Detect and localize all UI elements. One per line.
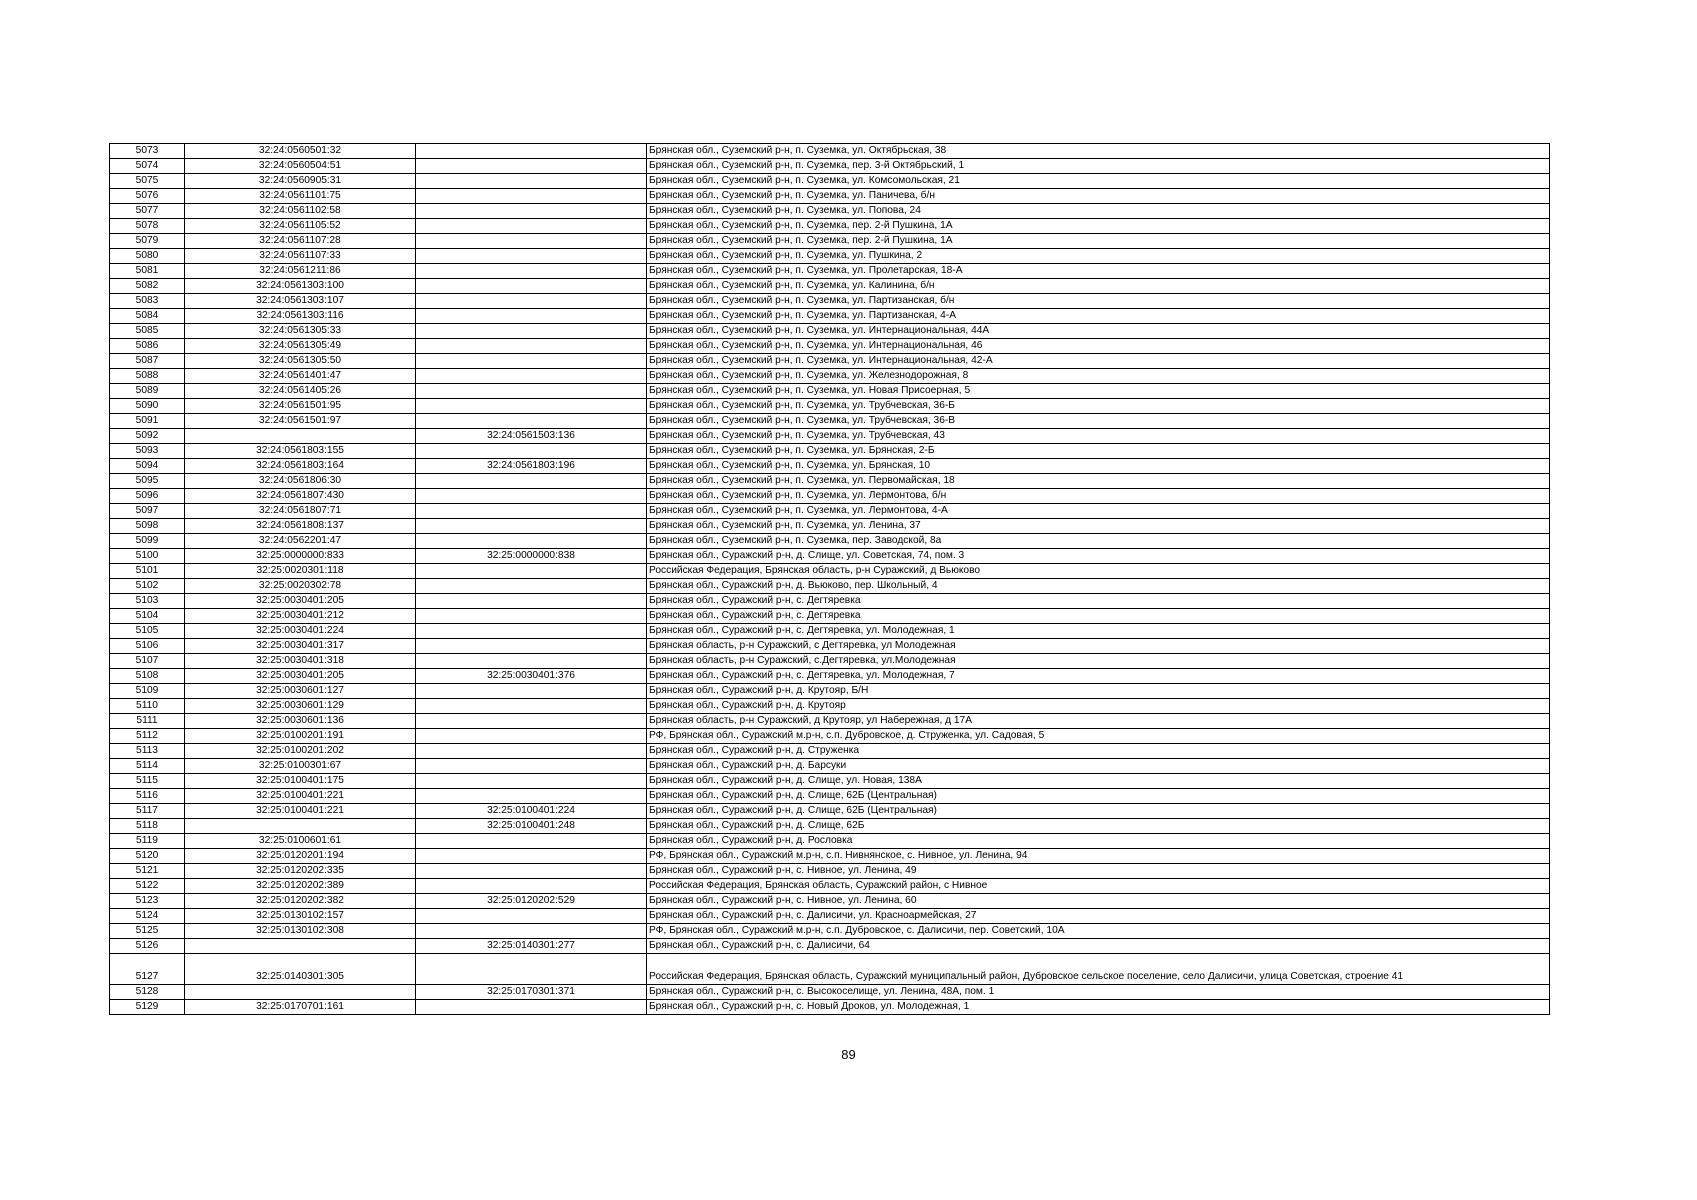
address-cell: Брянская обл., Суземский р-н, п. Суземка, ул. Партизанская, 4-А xyxy=(647,309,1550,324)
cadastral-number-cell: 32:25:0120202:389 xyxy=(185,879,416,894)
row-number-cell: 5099 xyxy=(110,534,185,549)
cadastral-number-cell: 32:25:0030601:129 xyxy=(185,699,416,714)
address-cell: Брянская обл., Суражский р-н, д. Слище, 62Б (Центральная) xyxy=(647,789,1550,804)
table-row xyxy=(110,639,1550,654)
address-cell: Российская Федерация, Брянская область, Суражский муниципальный район, Дубровское сельское поселение, село Далисичи, улица Советская, строение 41 xyxy=(647,954,1550,985)
related-cadastral-number-cell xyxy=(416,369,647,384)
row-number-cell: 5076 xyxy=(110,189,185,204)
related-cadastral-number-cell xyxy=(416,744,647,759)
table-row xyxy=(110,174,1550,189)
related-cadastral-number-cell xyxy=(416,624,647,639)
cadastral-number-cell: 32:24:0561808:137 xyxy=(185,519,416,534)
row-number-cell: 5087 xyxy=(110,354,185,369)
address-cell: Брянская обл., Суражский р-н, с. Дегтяревка, ул. Молодежная, 1 xyxy=(647,624,1550,639)
table-row xyxy=(110,774,1550,789)
related-cadastral-number-cell xyxy=(416,714,647,729)
row-number-cell: 5093 xyxy=(110,444,185,459)
related-cadastral-number-cell xyxy=(416,249,647,264)
row-number-cell: 5103 xyxy=(110,594,185,609)
row-number-cell: 5089 xyxy=(110,384,185,399)
row-number-cell: 5114 xyxy=(110,759,185,774)
related-cadastral-number-cell: 32:25:0030401:376 xyxy=(416,669,647,684)
row-number-cell: 5104 xyxy=(110,609,185,624)
table-row xyxy=(110,789,1550,804)
related-cadastral-number-cell xyxy=(416,384,647,399)
related-cadastral-number-cell xyxy=(416,654,647,669)
address-cell: Брянская обл., Суражский р-н, с. Высокоселище, ул. Ленина, 48А, пом. 1 xyxy=(647,985,1550,1000)
cadastral-number-cell: 32:25:0030601:136 xyxy=(185,714,416,729)
address-cell: Брянская обл., Суземский р-н, п. Суземка, ул. Пушкина, 2 xyxy=(647,249,1550,264)
address-cell: Брянская обл., Суражский р-н, с. Дегтяревка xyxy=(647,609,1550,624)
table-row xyxy=(110,894,1550,909)
table-row xyxy=(110,489,1550,504)
cadastral-number-cell: 32:24:0561305:49 xyxy=(185,339,416,354)
table-row xyxy=(110,909,1550,924)
related-cadastral-number-cell: 32:25:0000000:838 xyxy=(416,549,647,564)
row-number-cell: 5108 xyxy=(110,669,185,684)
table-row xyxy=(110,699,1550,714)
cadastral-number-cell: 32:25:0130102:157 xyxy=(185,909,416,924)
row-number-cell: 5106 xyxy=(110,639,185,654)
table-row xyxy=(110,654,1550,669)
cadastral-number-cell: 32:25:0030401:224 xyxy=(185,624,416,639)
row-number-cell: 5119 xyxy=(110,834,185,849)
related-cadastral-number-cell: 32:24:0561803:196 xyxy=(416,459,647,474)
related-cadastral-number-cell xyxy=(416,474,647,489)
related-cadastral-number-cell xyxy=(416,444,647,459)
table-row xyxy=(110,399,1550,414)
row-number-cell: 5090 xyxy=(110,399,185,414)
address-cell: Брянская обл., Суземский р-н, п. Суземка, ул. Интернациональная, 42-А xyxy=(647,354,1550,369)
table-row xyxy=(110,459,1550,474)
address-cell: Брянская обл., Суражский р-н, д. Слище, ул. Советская, 74, пом. 3 xyxy=(647,549,1550,564)
table-row xyxy=(110,759,1550,774)
related-cadastral-number-cell xyxy=(416,684,647,699)
related-cadastral-number-cell xyxy=(416,414,647,429)
cadastral-number-cell: 32:24:0561303:100 xyxy=(185,279,416,294)
cadastral-number-cell xyxy=(185,985,416,1000)
row-number-cell: 5085 xyxy=(110,324,185,339)
table-row xyxy=(110,519,1550,534)
address-cell: Брянская обл., Суражский р-н, д. Рословка xyxy=(647,834,1550,849)
address-cell: Брянская обл., Суземский р-н, п. Суземка, ул. Интернациональная, 44А xyxy=(647,324,1550,339)
address-cell: Брянская обл., Суземский р-н, п. Суземка, ул. Трубчевская, 36-Б xyxy=(647,399,1550,414)
cadastral-number-cell: 32:24:0561405:26 xyxy=(185,384,416,399)
address-cell: Брянская обл., Суземский р-н, п. Суземка, ул. Паничева, б/н xyxy=(647,189,1550,204)
address-cell: Брянская обл., Суземский р-н, п. Суземка, пер. 3-й Октябрьский, 1 xyxy=(647,159,1550,174)
address-cell: Брянская обл., Суземский р-н, п. Суземка, ул. Калинина, б/н xyxy=(647,279,1550,294)
cadastral-number-cell: 32:24:0561806:30 xyxy=(185,474,416,489)
row-number-cell: 5079 xyxy=(110,234,185,249)
table-row xyxy=(110,189,1550,204)
table-row xyxy=(110,504,1550,519)
table-row xyxy=(110,834,1550,849)
related-cadastral-number-cell xyxy=(416,879,647,894)
row-number-cell: 5120 xyxy=(110,849,185,864)
cadastral-number-cell: 32:24:0561211:86 xyxy=(185,264,416,279)
address-cell: Брянская обл., Суземский р-н, п. Суземка, ул. Пролетарская, 18-А xyxy=(647,264,1550,279)
cadastral-number-cell: 32:25:0030401:212 xyxy=(185,609,416,624)
related-cadastral-number-cell xyxy=(416,579,647,594)
related-cadastral-number-cell xyxy=(416,954,647,985)
page-number: 89 xyxy=(841,1047,856,1062)
related-cadastral-number-cell xyxy=(416,174,647,189)
related-cadastral-number-cell xyxy=(416,534,647,549)
row-number-cell: 5129 xyxy=(110,1000,185,1015)
address-cell: Брянская обл., Суземский р-н, п. Суземка, ул. Первомайская, 18 xyxy=(647,474,1550,489)
cadastral-number-cell: 32:25:0020302:78 xyxy=(185,579,416,594)
row-number-cell: 5123 xyxy=(110,894,185,909)
cadastral-number-cell: 32:24:0561803:155 xyxy=(185,444,416,459)
address-cell: Брянская обл., Суражский р-н, с. Дегтяревка xyxy=(647,594,1550,609)
address-cell: Брянская обл., Суземский р-н, п. Суземка, ул. Октябрьская, 38 xyxy=(647,144,1550,159)
table-row xyxy=(110,924,1550,939)
cadastral-number-cell: 32:25:0100401:221 xyxy=(185,789,416,804)
row-number-cell: 5096 xyxy=(110,489,185,504)
address-cell: Брянская обл., Суражский р-н, д. Крутояр, Б/Н xyxy=(647,684,1550,699)
table-row xyxy=(110,744,1550,759)
row-number-cell: 5113 xyxy=(110,744,185,759)
address-cell: Брянская обл., Суземский р-н, п. Суземка, ул. Новая Присоерная, 5 xyxy=(647,384,1550,399)
related-cadastral-number-cell xyxy=(416,564,647,579)
related-cadastral-number-cell xyxy=(416,339,647,354)
table-row xyxy=(110,474,1550,489)
address-cell: Российская Федерация, Брянская область, Суражский район, с Нивное xyxy=(647,879,1550,894)
address-cell: РФ, Брянская обл., Суражский м.р-н, с.п. Дубровское, с. Далисичи, пер. Советский, 10А xyxy=(647,924,1550,939)
cadastral-number-cell: 32:24:0561803:164 xyxy=(185,459,416,474)
cadastral-number-cell: 32:25:0100301:67 xyxy=(185,759,416,774)
registry-table xyxy=(109,143,1550,1015)
related-cadastral-number-cell xyxy=(416,789,647,804)
related-cadastral-number-cell: 32:25:0140301:277 xyxy=(416,939,647,954)
cadastral-number-cell: 32:25:0120201:194 xyxy=(185,849,416,864)
address-cell: Брянская обл., Суражский р-н, с. Дегтяревка, ул. Молодежная, 7 xyxy=(647,669,1550,684)
cadastral-number-cell: 32:25:0100201:191 xyxy=(185,729,416,744)
related-cadastral-number-cell: 32:25:0120202:529 xyxy=(416,894,647,909)
table-row xyxy=(110,564,1550,579)
address-cell: Брянская обл., Суражский р-н, д. Слище, 62Б (Центральная) xyxy=(647,804,1550,819)
table-row xyxy=(110,264,1550,279)
related-cadastral-number-cell xyxy=(416,909,647,924)
table-row xyxy=(110,219,1550,234)
related-cadastral-number-cell xyxy=(416,924,647,939)
row-number-cell: 5074 xyxy=(110,159,185,174)
row-number-cell: 5073 xyxy=(110,144,185,159)
row-number-cell: 5116 xyxy=(110,789,185,804)
related-cadastral-number-cell xyxy=(416,309,647,324)
address-cell: Брянская обл., Суземский р-н, п. Суземка, ул. Трубчевская, 43 xyxy=(647,429,1550,444)
cadastral-number-cell: 32:24:0561305:33 xyxy=(185,324,416,339)
table-row xyxy=(110,384,1550,399)
table-row xyxy=(110,414,1550,429)
cadastral-number-cell: 32:25:0030401:205 xyxy=(185,594,416,609)
related-cadastral-number-cell xyxy=(416,264,647,279)
cadastral-number-cell: 32:25:0030401:205 xyxy=(185,669,416,684)
address-cell: Брянская обл., Суражский р-н, с. Далисичи, ул. Красноармейская, 27 xyxy=(647,909,1550,924)
row-number-cell: 5125 xyxy=(110,924,185,939)
row-number-cell: 5092 xyxy=(110,429,185,444)
cadastral-number-cell: 32:25:0120202:382 xyxy=(185,894,416,909)
related-cadastral-number-cell xyxy=(416,354,647,369)
address-cell: Брянская обл., Суземский р-н, п. Суземка, ул. Комсомольская, 21 xyxy=(647,174,1550,189)
cadastral-number-cell: 32:24:0561303:116 xyxy=(185,309,416,324)
cadastral-number-cell: 32:24:0561401:47 xyxy=(185,369,416,384)
table-row xyxy=(110,819,1550,834)
table-row xyxy=(110,339,1550,354)
table-row xyxy=(110,985,1550,1000)
cadastral-number-cell: 32:25:0000000:833 xyxy=(185,549,416,564)
table-row xyxy=(110,954,1550,985)
cadastral-number-cell: 32:25:0030601:127 xyxy=(185,684,416,699)
row-number-cell: 5078 xyxy=(110,219,185,234)
address-cell: Брянская обл., Суземский р-н, п. Суземка, ул. Брянская, 2-Б xyxy=(647,444,1550,459)
related-cadastral-number-cell: 32:25:0100401:224 xyxy=(416,804,647,819)
row-number-cell: 5081 xyxy=(110,264,185,279)
row-number-cell: 5082 xyxy=(110,279,185,294)
cadastral-number-cell: 32:24:0560905:31 xyxy=(185,174,416,189)
cadastral-number-cell: 32:24:0562201:47 xyxy=(185,534,416,549)
row-number-cell: 5127 xyxy=(110,954,185,985)
cadastral-number-cell: 32:24:0561303:107 xyxy=(185,294,416,309)
address-cell: Брянская обл., Суземский р-н, п. Суземка, ул. Партизанская, б/н xyxy=(647,294,1550,309)
table-row xyxy=(110,369,1550,384)
related-cadastral-number-cell xyxy=(416,864,647,879)
address-cell: Брянская обл., Суземский р-н, п. Суземка, пер. 2-й Пушкина, 1А xyxy=(647,219,1550,234)
related-cadastral-number-cell xyxy=(416,699,647,714)
table-row xyxy=(110,849,1550,864)
table-row xyxy=(110,579,1550,594)
related-cadastral-number-cell xyxy=(416,849,647,864)
address-cell: Брянская область, р-н Суражский, с.Дегтяревка, ул.Молодежная xyxy=(647,654,1550,669)
row-number-cell: 5097 xyxy=(110,504,185,519)
cadastral-number-cell: 32:25:0100201:202 xyxy=(185,744,416,759)
related-cadastral-number-cell xyxy=(416,144,647,159)
table-row xyxy=(110,204,1550,219)
related-cadastral-number-cell xyxy=(416,234,647,249)
related-cadastral-number-cell xyxy=(416,519,647,534)
cadastral-number-cell: 32:24:0561107:28 xyxy=(185,234,416,249)
address-cell: РФ, Брянская обл., Суражский м.р-н, с.п. Нивнянское, с. Нивное, ул. Ленина, 94 xyxy=(647,849,1550,864)
address-cell: Брянская область, р-н Суражский, с Дегтяревка, ул Молодежная xyxy=(647,639,1550,654)
registry-table-body xyxy=(110,144,1550,1015)
address-cell: Брянская обл., Суземский р-н, п. Суземка, ул. Лермонтова, б/н xyxy=(647,489,1550,504)
row-number-cell: 5102 xyxy=(110,579,185,594)
row-number-cell: 5107 xyxy=(110,654,185,669)
address-cell: Брянская обл., Суземский р-н, п. Суземка, ул. Лермонтова, 4-А xyxy=(647,504,1550,519)
address-cell: Брянская область, р-н Суражский, д Крутояр, ул Набережная, д 17А xyxy=(647,714,1550,729)
row-number-cell: 5121 xyxy=(110,864,185,879)
row-number-cell: 5117 xyxy=(110,804,185,819)
address-cell: Брянская обл., Суземский р-н, п. Суземка, ул. Интернациональная, 46 xyxy=(647,339,1550,354)
related-cadastral-number-cell xyxy=(416,1000,647,1015)
cadastral-number-cell: 32:25:0170701:161 xyxy=(185,1000,416,1015)
cadastral-number-cell: 32:24:0561101:75 xyxy=(185,189,416,204)
row-number-cell: 5115 xyxy=(110,774,185,789)
related-cadastral-number-cell xyxy=(416,639,647,654)
table-row xyxy=(110,594,1550,609)
table-row xyxy=(110,144,1550,159)
table-row xyxy=(110,864,1550,879)
cadastral-number-cell: 32:24:0561305:50 xyxy=(185,354,416,369)
table-row xyxy=(110,309,1550,324)
table-row xyxy=(110,549,1550,564)
cadastral-number-cell: 32:24:0561105:52 xyxy=(185,219,416,234)
table-row xyxy=(110,804,1550,819)
row-number-cell: 5091 xyxy=(110,414,185,429)
cadastral-number-cell: 32:24:0561107:33 xyxy=(185,249,416,264)
related-cadastral-number-cell xyxy=(416,729,647,744)
address-cell: РФ, Брянская обл., Суражский м.р-н, с.п. Дубровское, д. Струженка, ул. Садовая, 5 xyxy=(647,729,1550,744)
related-cadastral-number-cell xyxy=(416,609,647,624)
row-number-cell: 5075 xyxy=(110,174,185,189)
row-number-cell: 5088 xyxy=(110,369,185,384)
cadastral-number-cell: 32:25:0020301:118 xyxy=(185,564,416,579)
address-cell: Брянская обл., Суражский р-н, с. Нивное, ул. Ленина, 60 xyxy=(647,894,1550,909)
table-row xyxy=(110,939,1550,954)
related-cadastral-number-cell xyxy=(416,504,647,519)
cadastral-number-cell: 32:24:0560504:51 xyxy=(185,159,416,174)
cadastral-number-cell: 32:25:0100401:175 xyxy=(185,774,416,789)
related-cadastral-number-cell xyxy=(416,159,647,174)
row-number-cell: 5084 xyxy=(110,309,185,324)
row-number-cell: 5111 xyxy=(110,714,185,729)
table-row xyxy=(110,294,1550,309)
cadastral-number-cell: 32:25:0030401:317 xyxy=(185,639,416,654)
related-cadastral-number-cell xyxy=(416,204,647,219)
address-cell: Брянская обл., Суражский р-н, д. Струженка xyxy=(647,744,1550,759)
row-number-cell: 5112 xyxy=(110,729,185,744)
table-row xyxy=(110,624,1550,639)
table-row xyxy=(110,879,1550,894)
row-number-cell: 5100 xyxy=(110,549,185,564)
row-number-cell: 5105 xyxy=(110,624,185,639)
cadastral-number-cell: 32:24:0560501:32 xyxy=(185,144,416,159)
table-row xyxy=(110,354,1550,369)
cadastral-number-cell xyxy=(185,939,416,954)
address-cell: Брянская обл., Суражский р-н, д. Вьюково, пер. Школьный, 4 xyxy=(647,579,1550,594)
related-cadastral-number-cell xyxy=(416,489,647,504)
row-number-cell: 5086 xyxy=(110,339,185,354)
row-number-cell: 5124 xyxy=(110,909,185,924)
related-cadastral-number-cell xyxy=(416,759,647,774)
table-row xyxy=(110,534,1550,549)
table-row xyxy=(110,609,1550,624)
row-number-cell: 5109 xyxy=(110,684,185,699)
cadastral-number-cell: 32:25:0100601:61 xyxy=(185,834,416,849)
table-row xyxy=(110,444,1550,459)
cadastral-number-cell: 32:25:0120202:335 xyxy=(185,864,416,879)
row-number-cell: 5118 xyxy=(110,819,185,834)
row-number-cell: 5080 xyxy=(110,249,185,264)
address-cell: Брянская обл., Суземский р-н, п. Суземка, ул. Попова, 24 xyxy=(647,204,1550,219)
cadastral-number-cell xyxy=(185,429,416,444)
cadastral-number-cell: 32:24:0561501:95 xyxy=(185,399,416,414)
row-number-cell: 5077 xyxy=(110,204,185,219)
related-cadastral-number-cell xyxy=(416,834,647,849)
related-cadastral-number-cell xyxy=(416,324,647,339)
related-cadastral-number-cell: 32:24:0561503:136 xyxy=(416,429,647,444)
table-row xyxy=(110,729,1550,744)
cadastral-number-cell xyxy=(185,819,416,834)
related-cadastral-number-cell: 32:25:0170301:371 xyxy=(416,985,647,1000)
row-number-cell: 5094 xyxy=(110,459,185,474)
related-cadastral-number-cell xyxy=(416,399,647,414)
cadastral-number-cell: 32:24:0561807:430 xyxy=(185,489,416,504)
related-cadastral-number-cell xyxy=(416,279,647,294)
table-row xyxy=(110,159,1550,174)
address-cell: Брянская обл., Суражский р-н, с. Нивное, ул. Ленина, 49 xyxy=(647,864,1550,879)
related-cadastral-number-cell xyxy=(416,189,647,204)
cadastral-number-cell: 32:25:0030401:318 xyxy=(185,654,416,669)
cadastral-number-cell: 32:24:0561807:71 xyxy=(185,504,416,519)
table-row xyxy=(110,429,1550,444)
related-cadastral-number-cell xyxy=(416,774,647,789)
address-cell: Российская Федерация, Брянская область, р-н Суражский, д Вьюково xyxy=(647,564,1550,579)
cadastral-number-cell: 32:25:0100401:221 xyxy=(185,804,416,819)
cadastral-number-cell: 32:25:0130102:308 xyxy=(185,924,416,939)
table-row xyxy=(110,669,1550,684)
table-row xyxy=(110,684,1550,699)
cadastral-number-cell: 32:24:0561102:58 xyxy=(185,204,416,219)
address-cell: Брянская обл., Суземский р-н, п. Суземка, ул. Железнодорожная, 8 xyxy=(647,369,1550,384)
address-cell: Брянская обл., Суражский р-н, д. Слище, ул. Новая, 138А xyxy=(647,774,1550,789)
row-number-cell: 5101 xyxy=(110,564,185,579)
table-row xyxy=(110,234,1550,249)
address-cell: Брянская обл., Суземский р-н, п. Суземка, ул. Брянская, 10 xyxy=(647,459,1550,474)
row-number-cell: 5128 xyxy=(110,985,185,1000)
address-cell: Брянская обл., Суражский р-н, д. Барсуки xyxy=(647,759,1550,774)
row-number-cell: 5095 xyxy=(110,474,185,489)
address-cell: Брянская обл., Суражский р-н, с. Далисичи, 64 xyxy=(647,939,1550,954)
table-row xyxy=(110,279,1550,294)
related-cadastral-number-cell xyxy=(416,594,647,609)
row-number-cell: 5083 xyxy=(110,294,185,309)
address-cell: Брянская обл., Суземский р-н, п. Суземка, пер. Заводской, 8а xyxy=(647,534,1550,549)
cadastral-number-cell: 32:25:0140301:305 xyxy=(185,954,416,985)
address-cell: Брянская обл., Суражский р-н, д. Крутояр xyxy=(647,699,1550,714)
row-number-cell: 5098 xyxy=(110,519,185,534)
row-number-cell: 5122 xyxy=(110,879,185,894)
related-cadastral-number-cell: 32:25:0100401:248 xyxy=(416,819,647,834)
row-number-cell: 5126 xyxy=(110,939,185,954)
address-cell: Брянская обл., Суражский р-н, с. Новый Дроков, ул. Молодежная, 1 xyxy=(647,1000,1550,1015)
row-number-cell: 5110 xyxy=(110,699,185,714)
address-cell: Брянская обл., Суземский р-н, п. Суземка, ул. Трубчевская, 36-В xyxy=(647,414,1550,429)
table-row xyxy=(110,714,1550,729)
address-cell: Брянская обл., Суражский р-н, д. Слище, 62Б xyxy=(647,819,1550,834)
address-cell: Брянская обл., Суземский р-н, п. Суземка, пер. 2-й Пушкина, 1А xyxy=(647,234,1550,249)
address-cell: Брянская обл., Суземский р-н, п. Суземка, ул. Ленина, 37 xyxy=(647,519,1550,534)
table-row xyxy=(110,324,1550,339)
cadastral-number-cell: 32:24:0561501:97 xyxy=(185,414,416,429)
related-cadastral-number-cell xyxy=(416,294,647,309)
table-row xyxy=(110,1000,1550,1015)
related-cadastral-number-cell xyxy=(416,219,647,234)
table-row xyxy=(110,249,1550,264)
